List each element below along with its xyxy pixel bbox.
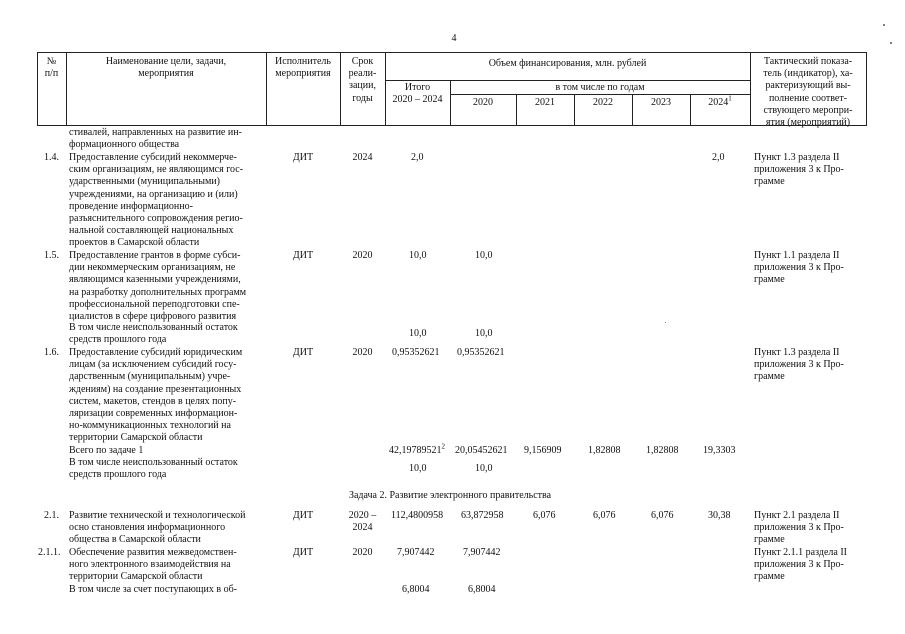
row-cont-name: стивалей, направленных на развитие ин- формационного общества — [69, 127, 242, 151]
row-1-5-num: 1.5. — [44, 250, 59, 261]
task-1-total-label: Всего по задаче 1 — [69, 445, 144, 456]
task-2-heading: Задача 2. Развитие электронного правительства — [348, 490, 552, 501]
task-1-total-y2024: 19,3303 — [703, 445, 736, 456]
row-2-1-y2024: 30,38 — [708, 510, 731, 521]
task-1-total-y2022: 1,82808 — [588, 445, 621, 456]
page-number: 4 — [451, 33, 457, 44]
scan-speck — [883, 24, 885, 26]
row-1-4-indicator: Пункт 1.3 раздела II приложения 3 к Про- грамме — [754, 152, 844, 188]
row-2-1-1-y2020: 7,907442 — [463, 547, 501, 558]
row-1-5-remainder-name: В том числе неиспользованный остаток средств прошлого года — [69, 322, 238, 346]
row-2-1-exec: ДИТ — [292, 510, 314, 521]
row-1-4-term: 2024 — [352, 152, 373, 163]
row-1-4-exec: ДИТ — [292, 152, 314, 163]
row-1-4-name: Предоставление субсидий некоммерче- ским организациям, не являющимся гос- ударственными (муниципальными) учреждениями, на организацию и (или) проведение информационно- разъяснительного сопровождения регио- нальной составляющей национальных проектов в Самарской области — [69, 152, 244, 249]
row-1-6-term: 2020 — [352, 347, 373, 358]
row-1-5-exec: ДИТ — [292, 250, 314, 261]
row-2-1-total: 112,4800958 — [391, 510, 444, 521]
header-term: Срок реали- зации, годы — [348, 56, 377, 104]
scan-speck — [665, 322, 666, 323]
row-2-1-1-incl-y2020: 6,8004 — [468, 584, 496, 595]
row-1-5-y2020: 10,0 — [475, 250, 493, 261]
row-1-5-term: 2020 — [352, 250, 373, 261]
row-1-6-name: Предоставление субсидий юридическим лицам (за исключением субсидий госу- дарственным (муниципальным) учре- ждениям) на создание презентационных систем, макетов, стендов в целях попу- ляризации современных информацион- но-коммуникационных технологий на территории Самарской области — [69, 347, 243, 444]
row-2-1-1-num: 2.1.1. — [38, 547, 61, 558]
year-2024-label: 2024 — [708, 97, 729, 108]
task-1-total-y2023: 1,82808 — [646, 445, 679, 456]
row-2-1-indicator: Пункт 2.1 раздела II приложения 3 к Про- грамме — [754, 510, 844, 546]
task-1-total-value — [389, 442, 445, 457]
row-1-6-total: 0,95352621 — [392, 347, 440, 358]
row-1-6-indicator: Пункт 1.3 раздела II приложения 3 к Про- грамме — [754, 347, 844, 383]
task-1-remainder-y2020: 10,0 — [475, 463, 493, 474]
row-2-1-y2022: 6,076 — [593, 510, 616, 521]
row-1-6-num: 1.6. — [44, 347, 59, 358]
row-2-1-1-indicator: Пункт 2.1.1 раздела II приложения 3 к Про- грамме — [754, 547, 847, 583]
row-2-1-1-term: 2020 — [352, 547, 373, 558]
row-2-1-1-incl-name: В том числе за счет поступающих в об- — [69, 584, 237, 595]
row-2-1-num: 2.1. — [44, 510, 59, 521]
footnote-marker: 1 — [728, 94, 732, 103]
row-1-4-total: 2,0 — [411, 152, 424, 163]
row-1-6-exec: ДИТ — [292, 347, 314, 358]
header-num: № п/п — [44, 56, 59, 80]
row-2-1-1-incl-total: 6,8004 — [402, 584, 430, 595]
row-2-1-y2021: 6,076 — [533, 510, 556, 521]
header-executor: Исполнитель мероприятия — [275, 56, 331, 80]
header-financing: Объем финансирования, млн. рублей — [488, 58, 647, 69]
task-1-remainder-total: 10,0 — [409, 463, 427, 474]
task-1-total-amount: 42,19789521 — [389, 445, 442, 456]
row-1-5-total: 10,0 — [409, 250, 427, 261]
task-1-remainder-name: В том числе неиспользованный остаток средств прошлого года — [69, 457, 238, 481]
row-2-1-name: Развитие технической и технологической осно становления информационного общества в Самарской области — [69, 510, 246, 546]
row-2-1-y2020: 63,872958 — [461, 510, 504, 521]
row-1-5-name: Предоставление грантов в форме субси- дии некоммерческим организациям, не являющимся казенными учреждениями, на разработку дополнительных программ профессиональной переподготовки спе- циалистов в сфере цифрового развития — [69, 250, 247, 323]
scan-speck — [890, 42, 892, 44]
row-1-4-y2024: 2,0 — [712, 152, 725, 163]
row-1-4-num: 1.4. — [44, 152, 59, 163]
header-years-group: в том числе по годам — [555, 82, 645, 93]
row-1-5-remainder-y2020: 10,0 — [475, 328, 493, 339]
header-year-2024 — [690, 94, 750, 109]
row-1-5-indicator: Пункт 1.1 раздела II приложения 3 к Про- грамме — [754, 250, 844, 286]
row-2-1-term: 2020 – 2024 — [348, 510, 377, 534]
footnote-marker: 2 — [441, 442, 445, 451]
row-2-1-1-total: 7,907442 — [397, 547, 435, 558]
row-2-1-y2023: 6,076 — [651, 510, 674, 521]
header-name: Наименование цели, задачи, мероприятия — [105, 56, 227, 80]
header-year-2021: 2021 — [535, 97, 555, 108]
row-1-6-y2020: 0,95352621 — [457, 347, 505, 358]
task-1-total-y2020: 20,05452621 — [455, 445, 508, 456]
task-1-total-y2021: 9,156909 — [524, 445, 562, 456]
row-2-1-1-name: Обеспечение развития межведомствен- ного электронного взаимодействия на территории Самарской области — [69, 547, 237, 583]
header-year-2023: 2023 — [651, 97, 671, 108]
row-2-1-1-exec: ДИТ — [292, 547, 314, 558]
row-1-5-remainder-total: 10,0 — [409, 328, 427, 339]
header-year-2020: 2020 — [473, 97, 493, 108]
header-year-2022: 2022 — [593, 97, 613, 108]
header-indicator: Тактический показа- тель (индикатор), ха- рактеризующий вы- полнение соответ- ствующего меропри- ятия (мероприятий) — [763, 56, 853, 129]
header-total: Итого 2020 – 2024 — [392, 82, 443, 106]
